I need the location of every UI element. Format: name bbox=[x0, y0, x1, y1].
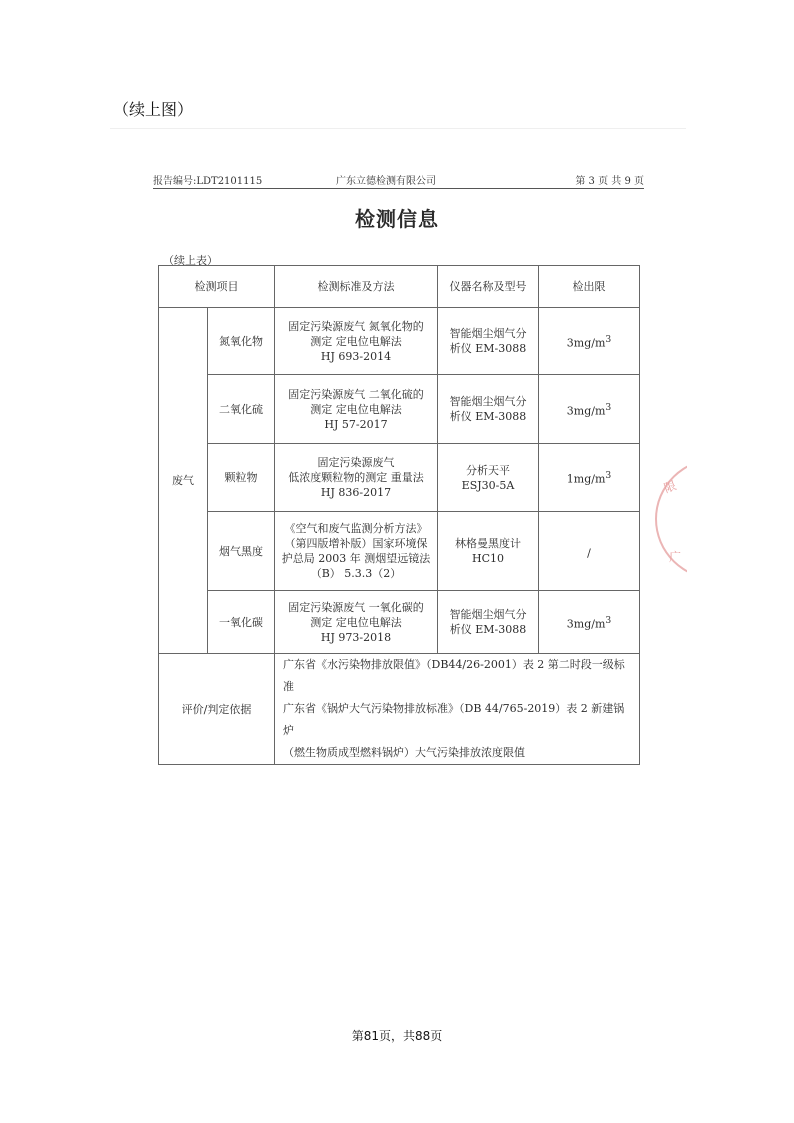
limit-cell: $3mg/m^3$ bbox=[539, 308, 640, 375]
method-line: 低浓度颗粒物的测定 重量法 bbox=[288, 471, 424, 484]
instrument-line: 析仪 EM-3088 bbox=[449, 342, 527, 355]
instrument-cell bbox=[438, 308, 539, 375]
method-line: HJ 973-2018 bbox=[320, 630, 392, 644]
instrument-line: 智能烟尘烟气分 bbox=[449, 608, 527, 621]
evaluation-basis bbox=[275, 654, 640, 765]
continuation-caption: （续上图） bbox=[113, 100, 194, 119]
evaluation-label: 评价/判定依据 bbox=[159, 654, 275, 765]
scan-edge-line bbox=[110, 128, 686, 129]
report-page-indicator: 第 3 页 共 9 页 bbox=[575, 176, 644, 187]
item-cell: 一氧化碳 bbox=[208, 591, 275, 654]
method-line: （B） 5.3.3（2） bbox=[310, 567, 402, 580]
table-header-row bbox=[159, 266, 640, 308]
method-line: HJ 693-2014 bbox=[320, 349, 392, 363]
evaluation-row bbox=[159, 654, 640, 765]
method-line: 测定 定电位电解法 bbox=[310, 615, 402, 629]
item-cell: 颗粒物 bbox=[208, 444, 275, 512]
method-line: HJ 57-2017 bbox=[324, 417, 388, 431]
detection-info-table bbox=[158, 265, 640, 765]
method-line: 测定 定电位电解法 bbox=[310, 402, 402, 416]
instrument-line: 分析天平 bbox=[466, 463, 510, 477]
instrument-cell bbox=[438, 444, 539, 512]
table-row bbox=[159, 591, 640, 654]
method-line: 固定污染源废气 一氧化碳的 bbox=[288, 600, 424, 614]
limit-cell: $3mg/m^3$ bbox=[539, 375, 640, 444]
instrument-line: 智能烟尘烟气分 bbox=[449, 327, 527, 340]
instrument-cell bbox=[438, 512, 539, 591]
basis-line: 广东省《锅炉大气污染物排放标准》（DB 44/765-2019）表 2 新建锅炉 bbox=[283, 702, 625, 737]
category-cell: 废气 bbox=[159, 308, 208, 654]
table-row bbox=[159, 444, 640, 512]
method-line: 测定 定电位电解法 bbox=[310, 334, 402, 348]
stamp-text: 广 bbox=[669, 550, 682, 564]
limit-cell: $3mg/m^3$ bbox=[539, 591, 640, 654]
report-number: 报告编号:LDT2101115 bbox=[153, 176, 263, 187]
instrument-line: HC10 bbox=[471, 552, 504, 565]
report-header bbox=[153, 166, 644, 189]
method-line: 固定污染源废气 氮氧化物的 bbox=[288, 319, 424, 333]
method-cell bbox=[275, 512, 438, 591]
limit-cell: $1mg/m^3$ bbox=[539, 444, 640, 512]
item-cell: 二氧化硫 bbox=[208, 375, 275, 444]
company-name: 广东立德检测有限公司 bbox=[336, 176, 436, 187]
method-line: HJ 836-2017 bbox=[320, 486, 392, 499]
document-title: 检测信息 bbox=[355, 207, 439, 231]
method-cell bbox=[275, 591, 438, 654]
method-line: 固定污染源废气 二氧化硫的 bbox=[288, 387, 424, 401]
header-limit: 检出限 bbox=[539, 266, 640, 308]
method-line: （第四版增补版）国家环境保 bbox=[284, 537, 428, 550]
page-footer: 第81页，共88页 bbox=[351, 1029, 443, 1043]
limit-cell: / bbox=[539, 512, 640, 591]
method-cell bbox=[275, 444, 438, 512]
basis-line: 广东省《水污染物排放限值》（DB44/26-2001）表 2 第二时段一级标准 bbox=[283, 658, 625, 693]
instrument-line: 林格曼黑度计 bbox=[455, 537, 521, 550]
basis-line: （燃生物质成型燃料锅炉）大气污染排放浓度限值 bbox=[283, 746, 525, 759]
table-row bbox=[159, 375, 640, 444]
method-cell bbox=[275, 308, 438, 375]
header-method: 检测标准及方法 bbox=[275, 266, 438, 308]
method-line: 《空气和废气监测分析方法》 bbox=[284, 522, 428, 535]
method-line: 固定污染源废气 bbox=[317, 456, 395, 469]
instrument-cell bbox=[438, 375, 539, 444]
stamp-text: 限 bbox=[662, 478, 679, 496]
instrument-line: 智能烟尘烟气分 bbox=[449, 395, 527, 408]
table-row bbox=[159, 308, 640, 375]
instrument-line: ESJ30-5A bbox=[461, 478, 515, 492]
instrument-line: 析仪 EM-3088 bbox=[449, 623, 527, 636]
header-instrument: 仪器名称及型号 bbox=[438, 266, 539, 308]
table-continuation-note: （续上表） bbox=[163, 254, 218, 267]
seal-stamp-partial bbox=[655, 458, 687, 576]
instrument-line: 析仪 EM-3088 bbox=[449, 410, 527, 423]
instrument-cell bbox=[438, 591, 539, 654]
item-cell: 氮氧化物 bbox=[208, 308, 275, 375]
table-row bbox=[159, 512, 640, 591]
method-cell bbox=[275, 375, 438, 444]
method-line: 护总局 2003 年 测烟望远镜法 bbox=[281, 552, 431, 565]
item-cell: 烟气黑度 bbox=[208, 512, 275, 591]
header-item: 检测项目 bbox=[159, 266, 275, 308]
